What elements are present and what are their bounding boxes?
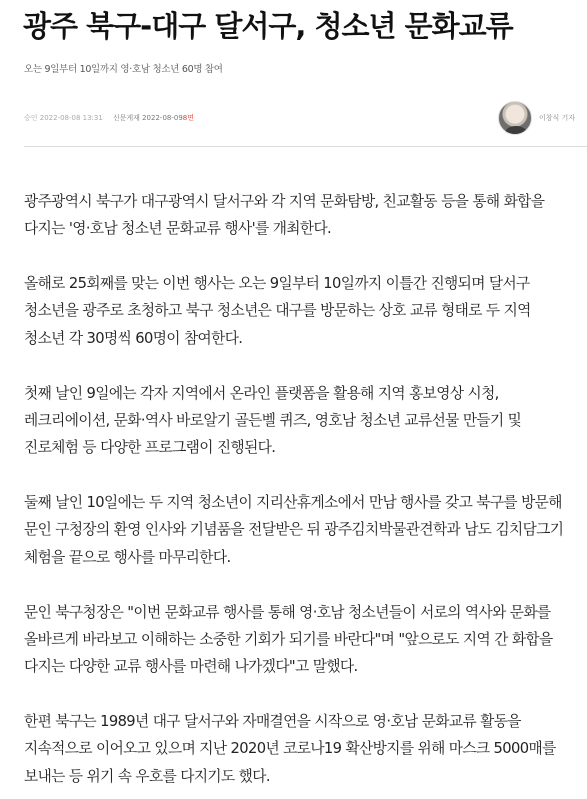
author-avatar[interactable]: [498, 101, 532, 135]
header-divider: [24, 146, 587, 147]
author-block[interactable]: [498, 101, 575, 135]
author-name[interactable]: 이창식 기자: [538, 114, 575, 122]
article-meta: [24, 113, 194, 123]
article-subtitle: 오는 9일부터 10일까지 영·호남 청소년 60명 참여: [24, 64, 223, 75]
article-paragraph: 올해로 25회째를 맞는 이번 행사는 오는 9일부터 10일까지 이틀간 진행되며 달서구 청소년을 광주로 초청하고 북구 청소년은 대구를 방문하는 상호 교류 형태로 두 지역 청소년 각 30명씩 60명이 참여한다.: [24, 275, 531, 347]
page-number: 8면: [182, 114, 195, 122]
published-date: 신문게재 2022-08-09: [112, 114, 183, 122]
article-paragraph: 광주광역시 북구가 대구광역시 달서구와 각 지역 문화탐방, 친교활동 등을 통해 화합을 다지는 '영·호남 청소년 문화교류 행사'를 개최한다.: [24, 193, 545, 238]
approved-date: 승인 2022-08-08 13:31: [24, 114, 103, 122]
article-paragraph: 문인 북구청장은 "이번 문화교류 행사를 통해 영·호남 청소년들이 서로의 역사와 문화를 올바르게 바라보고 이해하는 소중한 기회가 되기를 바란다"며 "앞으로도 지역 간 화합을 다지는 다양한 교류 행사를 마련해 나가겠다"고 말했다.: [24, 603, 553, 676]
article-paragraph: 첫째 날인 9일에는 각자 지역에서 온라인 플랫폼을 활용해 지역 홍보영상 시청, 레크리에이션, 문화·역사 바로알기 골든벨 퀴즈, 영호남 청소년 교류선물 만들기 및 진로체험 등 다양한 프로그램이 진행된다.: [24, 384, 522, 457]
published-info: [113, 113, 194, 123]
article-paragraph: 한편 북구는 1989년 대구 달서구와 자매결연을 시작으로 영·호남 문화교류 활동을 지속적으로 이어오고 있으며 지난 2020년 코로나19 확산방지를 위해 마스크 5000매를 보내는 등 위기 속 우호를 다지기도 했다.: [24, 713, 556, 785]
article-headline: 광주 북구-대구 달서구, 청소년 문화교류: [23, 9, 513, 43]
article-body: [24, 188, 572, 799]
article-paragraph: 둘째 날인 10일에는 두 지역 청소년이 지리산휴게소에서 만남 행사를 갖고 북구를 방문해 문인 구청장의 환영 인사와 기념품을 전달받은 뒤 광주김치박물관견학과 남도 김치담그기 체험을 끝으로 행사를 마무리한다.: [24, 494, 564, 566]
